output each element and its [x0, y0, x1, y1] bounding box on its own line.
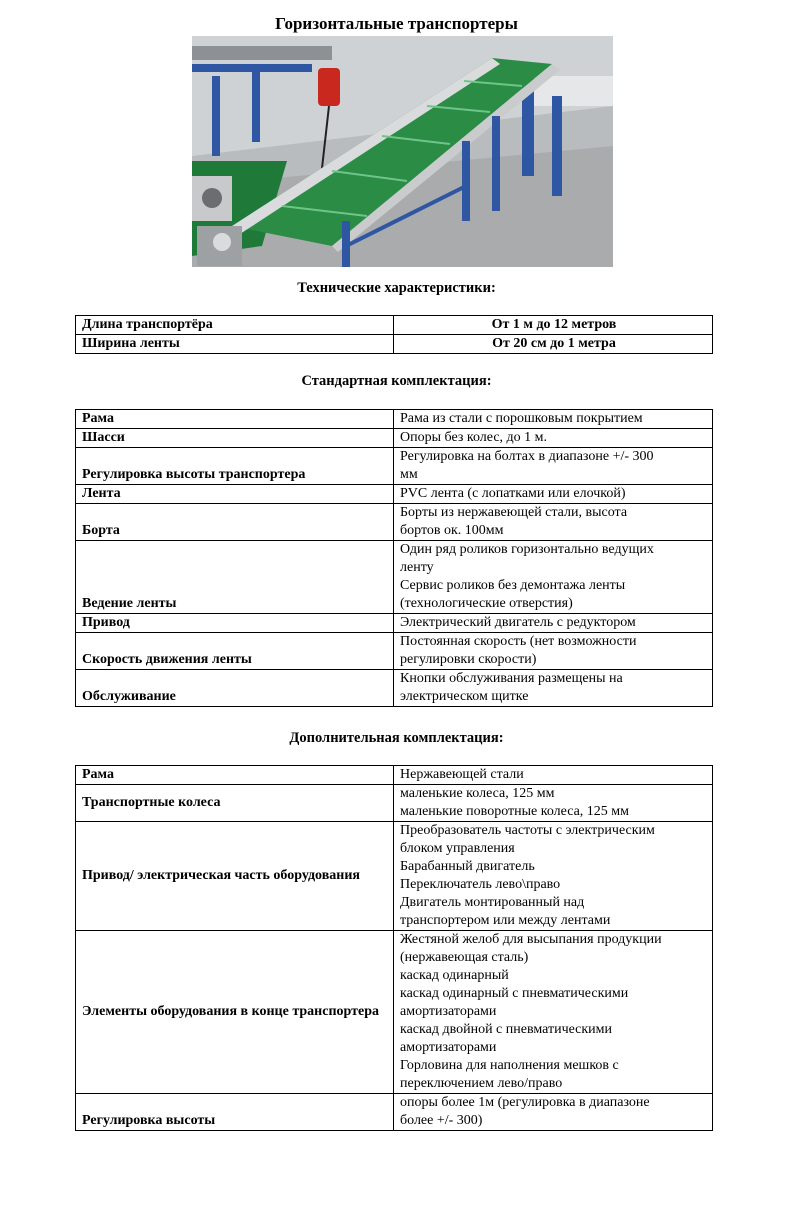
page-title: Горизонтальные транспортеры: [275, 14, 518, 33]
row-label: Борта: [76, 504, 394, 541]
table-row: [76, 541, 713, 614]
table-row: [76, 410, 713, 429]
row-label: Ведение ленты: [76, 541, 394, 614]
table-row: [76, 822, 713, 931]
row-label: Обслуживание: [76, 670, 394, 707]
row-value: маленькие колеса, 125 мм маленькие поворотные колеса, 125 мм: [394, 785, 713, 822]
table-row: [76, 931, 713, 1094]
table-row: [76, 504, 713, 541]
row-value: Жестяной желоб для высыпания продукции (нержавеющая сталь) каскад одинарный каскад одинарный с пневматическими амортизаторами каскад двойной с пневматическими амортизаторами Горловина для наполнения мешков с переключением лево/право: [394, 931, 713, 1094]
table-row: [76, 1094, 713, 1131]
table-row: [76, 316, 713, 335]
spec-value: От 20 см до 1 метра: [394, 335, 713, 354]
additional-table: [75, 765, 713, 1131]
table-row: [76, 766, 713, 785]
row-label: Регулировка высоты транспортера: [76, 448, 394, 485]
row-value: Один ряд роликов горизонтально ведущих ленту Сервис роликов без демонтажа ленты (технологические отверстия): [394, 541, 713, 614]
row-value: опоры более 1м (регулировка в диапазоне более +/- 300): [394, 1094, 713, 1131]
row-label: Скорость движения ленты: [76, 633, 394, 670]
row-value: Кнопки обслуживания размещены на электрическом щитке: [394, 670, 713, 707]
table-row: [76, 448, 713, 485]
table-row: [76, 485, 713, 504]
row-label: Привод: [76, 614, 394, 633]
standard-heading: Стандартная комплектация:: [301, 373, 492, 389]
table-row: [76, 614, 713, 633]
standard-table: [75, 409, 713, 707]
row-value: Регулировка на болтах в диапазоне +/- 300 мм: [394, 448, 713, 485]
table-row: [76, 429, 713, 448]
table-row: [76, 633, 713, 670]
row-value: Борты из нержавеющей стали, высота бортов ок. 100мм: [394, 504, 713, 541]
row-value: Рама из стали с порошковым покрытием: [394, 410, 713, 429]
row-label: Элементы оборудования в конце транспортера: [76, 931, 394, 1094]
row-label: Регулировка высоты: [76, 1094, 394, 1131]
row-label: Привод/ электрическая часть оборудования: [76, 822, 394, 931]
table-row: [76, 670, 713, 707]
additional-heading: Дополнительная комплектация:: [289, 730, 504, 746]
spec-label: Длина транспортёра: [76, 316, 394, 335]
spec-value: От 1 м до 12 метров: [394, 316, 713, 335]
row-label: Лента: [76, 485, 394, 504]
row-label: Рама: [76, 766, 394, 785]
conveyor-photo: [192, 36, 613, 267]
specs-heading: Технические характеристики:: [297, 280, 496, 296]
row-label: Шасси: [76, 429, 394, 448]
row-value: Преобразователь частоты с электрическим блоком управления Барабанный двигатель Переключатель лево\право Двигатель монтированный над транспортером или между лентами: [394, 822, 713, 931]
row-label: Транспортные колеса: [76, 785, 394, 822]
row-value: PVC лента (с лопатками или елочкой): [394, 485, 713, 504]
table-row: [76, 335, 713, 354]
spec-label: Ширина ленты: [76, 335, 394, 354]
row-value: Нержавеющей стали: [394, 766, 713, 785]
row-label: Рама: [76, 410, 394, 429]
row-value: Постоянная скорость (нет возможности регулировки скорости): [394, 633, 713, 670]
table-row: [76, 785, 713, 822]
row-value: Опоры без колес, до 1 м.: [394, 429, 713, 448]
row-value: Электрический двигатель с редуктором: [394, 614, 713, 633]
specs-table: [75, 315, 713, 354]
